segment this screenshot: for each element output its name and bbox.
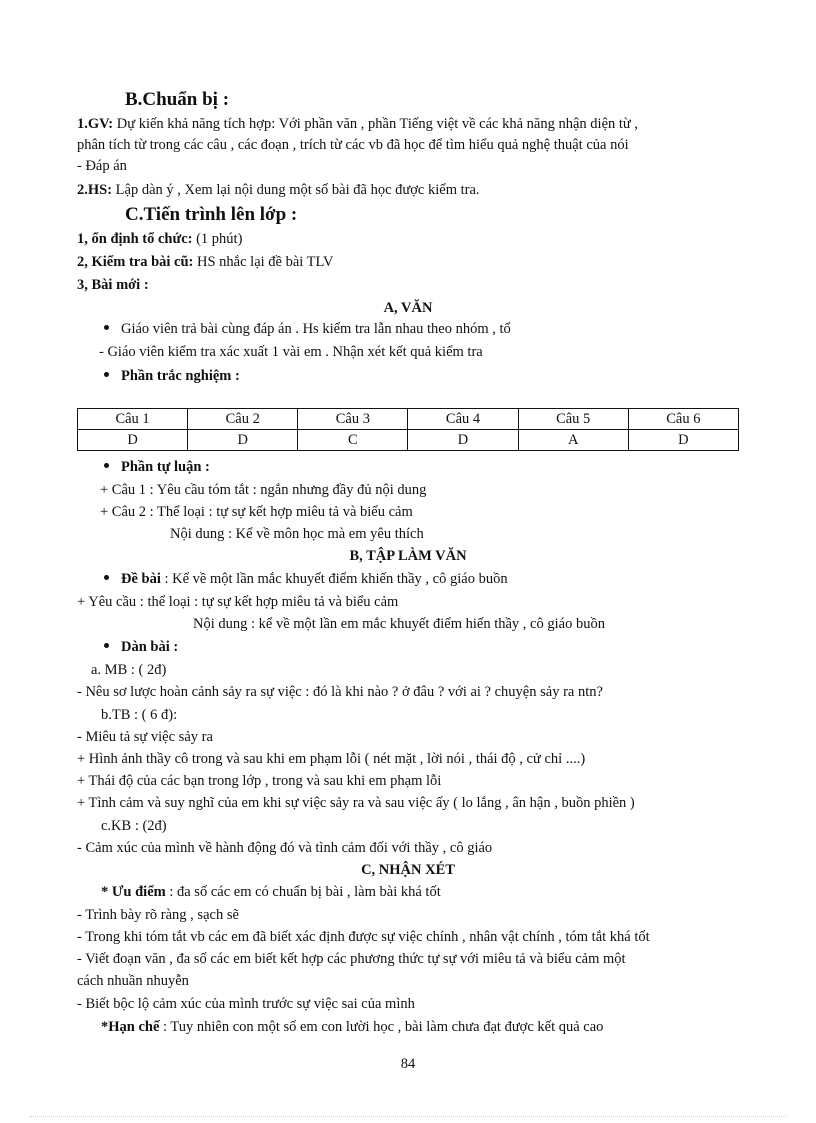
new-lesson-label: 3, Bài mới : (77, 277, 149, 293)
van-heading: A, VĂN (383, 300, 433, 316)
prep-heading: B.Chuẩn bị : (125, 89, 230, 110)
gv-text: Dự kiến khả năng tích hợp: Với phần văn , phần Tiếng việt về các khả năng nhận diện từ , (113, 116, 639, 132)
table-header-cell: Câu 2 (188, 409, 298, 430)
tlv-heading: B, TẬP LÀM VĂN (349, 548, 467, 564)
org-text: (1 phút) (192, 231, 243, 247)
review-item-3: - Viết đoạn văn , đa số các em biết kết hợp các phương thức tự sự với miêu tả và biểu cảm một (77, 951, 626, 967)
bullet-icon (104, 463, 109, 468)
question-1: + Câu 1 : Yêu cầu tóm tắt : ngắn nhưng đầy đủ nội dung (100, 482, 427, 498)
tracnghiem-label: Phần trắc nghiệm : (121, 368, 240, 384)
mb-line: a. MB : ( 2đ) (91, 662, 167, 678)
han-che-line (101, 1017, 603, 1037)
table-cell: D (78, 430, 188, 451)
page-number: 84 (400, 1056, 416, 1072)
van-line-2: - Giáo viên kiểm tra xác xuất 1 vài em . Nhận xét kết quả kiểm tra (99, 344, 483, 360)
kb-line: c.KB : (2đ) (101, 818, 167, 834)
table-header-cell: Câu 5 (518, 409, 628, 430)
table-header-cell: Câu 1 (78, 409, 188, 430)
review-heading: C, NHẬN XÉT (361, 862, 455, 878)
noidung-line: Nội dung : kể về một lần em mắc khuyết điểm hiến thầy , cô giáo buồn (193, 616, 605, 632)
gv-line-3: - Đáp án (77, 158, 127, 174)
tb-item-4: + Tình cảm và suy nghĩ của em khi sự việc sảy ra và sau việc ấy ( lo lắng , ân hận , buồn phiền ) (77, 795, 635, 811)
danbai-line (104, 637, 178, 657)
han-che-label: *Hạn chế (101, 1019, 160, 1035)
hs-label: 2.HS: (77, 182, 113, 198)
question-2: + Câu 2 : Thể loại : tự sự kết hợp miêu tả và biểu cảm (100, 504, 413, 520)
table-header-cell: Câu 3 (298, 409, 408, 430)
van-bullet-1-text: Giáo viên trả bài cùng đáp án . Hs kiểm tra lẫn nhau theo nhóm , tổ (121, 321, 511, 337)
tb-item-3: + Thái độ của các bạn trong lớp , trong và sau khi em phạm lỗi (77, 773, 442, 789)
bullet-icon (104, 325, 109, 330)
hs-text: Lập dàn ý , Xem lại nội dung một số bài đã học được kiểm tra. (112, 182, 480, 198)
table-cell: D (408, 430, 518, 451)
uu-diem-label: * Ưu điểm (101, 884, 166, 900)
debai-text: : Kể về một lần mắc khuyết điểm khiến thầy , cô giáo buồn (160, 571, 508, 587)
review-item-3-cont: cách nhuần nhuyễn (77, 973, 189, 989)
table-header-cell: Câu 6 (628, 409, 738, 430)
tracnghiem-line (104, 366, 240, 386)
review-item-2: - Trong khi tóm tắt vb các em đã biết xác định được sự việc chính , nhân vật chính , tóm tắt khá tốt (77, 929, 650, 945)
gv-line (77, 114, 638, 134)
table-header-cell: Câu 4 (408, 409, 518, 430)
table-row (78, 409, 739, 430)
debai-line (104, 569, 508, 589)
org-label: 1, ổn định tổ chức: (77, 231, 193, 247)
gv-line-2: phân tích từ trong các câu , các đoạn , trích từ các vb đã học để tìm hiểu quả nghệ thuật của nói (77, 137, 629, 153)
table-cell: A (518, 430, 628, 451)
bullet-icon (104, 575, 109, 580)
tb-item-1: - Miêu tả sự việc sảy ra (77, 729, 213, 745)
table-cell: D (628, 430, 738, 451)
hs-line (77, 180, 480, 200)
tuluan-label: Phần tự luận : (121, 459, 210, 475)
yeucau-line: + Yêu cầu : thể loại : tự sự kết hợp miêu tả và biểu cảm (77, 594, 399, 610)
question-2-content: Nội dung : Kể về môn học mà em yêu thích (170, 526, 424, 542)
bullet-icon (104, 372, 109, 377)
uu-diem-text: : đa số các em có chuẩn bị bài , làm bài khá tốt (165, 884, 441, 900)
bullet-icon (104, 643, 109, 648)
check-line (77, 252, 334, 272)
footer-divider (30, 1116, 786, 1117)
table-cell: D (188, 430, 298, 451)
table-cell: C (298, 430, 408, 451)
uu-diem-line (101, 882, 441, 902)
tb-item-2: + Hình ảnh thầy cô trong và sau khi em phạm lỗi ( nét mặt , lời nói , thái độ , cử chỉ ....) (77, 751, 586, 767)
han-che-text: : Tuy nhiên con một số em con lười học , bài làm chưa đạt được kết quả cao (159, 1019, 604, 1035)
mb-text: - Nêu sơ lược hoàn cảnh sảy ra sự việc : đó là khi nào ? ở đâu ? với ai ? chuyện sảy ra ntn? (77, 684, 603, 700)
tuluan-line (104, 457, 210, 477)
kb-text: - Cảm xúc của mình về hành động đó và tình cảm đối với thầy , cô giáo (77, 840, 493, 856)
check-text: HS nhắc lại đề bài TLV (193, 254, 334, 270)
check-label: 2, Kiểm tra bài cũ: (77, 254, 194, 270)
tb-line: b.TB : ( 6 đ): (101, 707, 178, 723)
process-heading: C.Tiến trình lên lớp : (125, 204, 298, 225)
van-bullet-1 (104, 319, 511, 339)
review-item-1: - Trình bày rõ ràng , sạch sẽ (77, 907, 239, 923)
review-item-4: - Biết bộc lộ cảm xúc của mình trước sự việc sai của mình (77, 996, 415, 1012)
danbai-label: Dàn bài : (121, 639, 179, 655)
table-row (78, 430, 739, 451)
answer-table (77, 408, 739, 451)
org-line (77, 229, 242, 249)
gv-label: 1.GV: (77, 116, 114, 132)
debai-label: Đề bài (121, 571, 161, 587)
